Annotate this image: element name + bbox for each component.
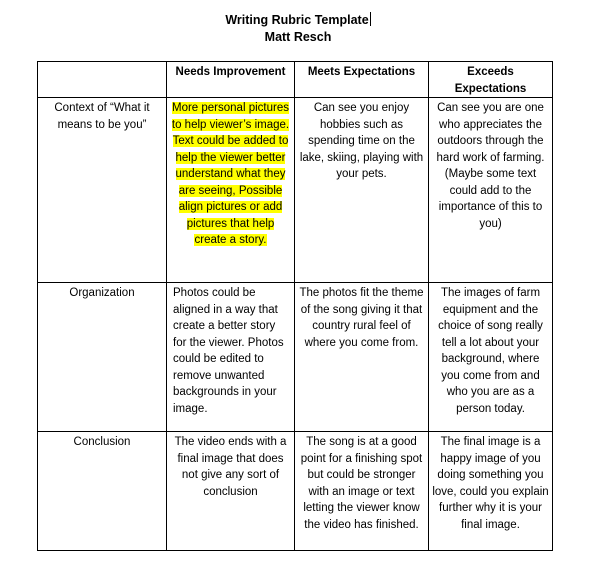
meets-expectations-cell-organization: The photos fit the theme of the song giving it that country rural feel of where you come from.: [295, 283, 429, 432]
needs-improvement-cell-organization: Photos could be aligned in a way that create a better story for the viewer. Photos could be edited to remove unwanted backgrounds in your image.: [167, 283, 295, 432]
table-header-row: [38, 62, 553, 98]
rubric-table: [37, 61, 553, 551]
criterion-cell-context: Context of “What it means to be you”: [38, 98, 167, 283]
document-title[interactable]: [0, 12, 596, 28]
criterion-cell-organization: Organization: [38, 283, 167, 432]
document-author: Matt Resch: [264, 30, 332, 44]
exceeds-expectations-cell-conclusion: The final image is a happy image of you doing something you love, could you explain further why it is your final image.: [429, 432, 553, 551]
needs-improvement-cell-context: [167, 98, 295, 283]
table-row: [38, 432, 553, 551]
header-cell-exceeds-expectations: Exceeds Expectations: [429, 62, 553, 98]
exceeds-expectations-cell-organization: The images of farm equipment and the choice of song really tell a lot about your background, where you come from and who you are as a person today.: [429, 283, 553, 432]
header-cell-needs-improvement: Needs Improvement: [167, 62, 295, 98]
needs-improvement-cell-conclusion: The video ends with a final image that does not give any sort of conclusion: [167, 432, 295, 551]
header-cell-meets-expectations: Meets Expectations: [295, 62, 429, 98]
highlighted-comment: More personal pictures to help viewer’s image. Text could be added to help the viewer better understand what they are seeing, Possible align pictures or add pictures that help create a story.: [171, 102, 290, 246]
document-title-text: Writing Rubric Template: [225, 13, 369, 27]
criterion-cell-conclusion: Conclusion: [38, 432, 167, 551]
table-row: [38, 98, 553, 283]
meets-expectations-cell-conclusion: The song is at a good point for a finishing spot but could be stronger with an image or text letting the viewer know the video has finished.: [295, 432, 429, 551]
table-row: [38, 283, 553, 432]
header-cell-criterion: [38, 62, 167, 98]
meets-expectations-cell-context: Can see you enjoy hobbies such as spending time on the lake, skiing, playing with your pets.: [295, 98, 429, 283]
text-cursor: [370, 12, 371, 26]
exceeds-expectations-cell-context: Can see you are one who appreciates the outdoors through the hard work of farming. (Maybe some text could add to the importance of this to you): [429, 98, 553, 283]
